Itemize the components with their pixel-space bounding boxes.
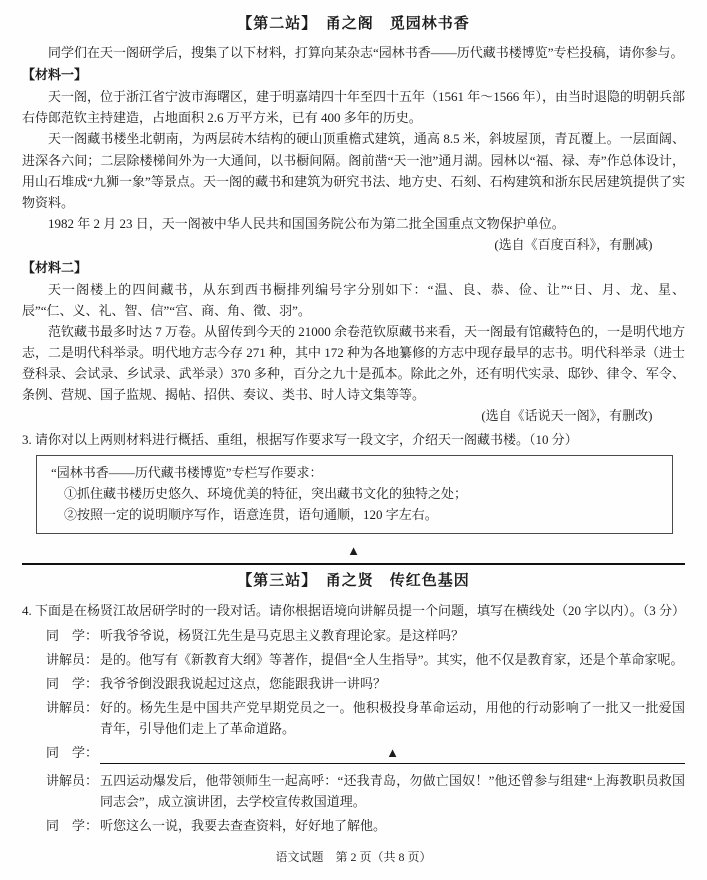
material2-label: 【材料二】 xyxy=(22,259,88,275)
station2-title: 【第二站】 甬之阁 觅园林书香 xyxy=(237,15,470,32)
answer-blank-line: ▲ xyxy=(100,742,685,764)
speaker-label: 同 学： xyxy=(46,744,99,760)
dialogue-text: 听我爷爷说，杨贤江先生是马克思主义教育理论家。是这样吗？ xyxy=(100,627,465,643)
dialogue-row xyxy=(46,625,685,646)
material2-paragraph-2: 范钦藏书最多时达 7 万卷。从留传到今天的 21000 余卷范钦原藏书来看，天一阁最有馆藏特色的，一是明代地方志，二是明代科举录。明代地方志今存 271 种，其中 172 种为各地纂修的方志中现存最早的志书。明代科举录（进士登科录、会试录、乡试录、武举录）370 多种，百分之九十是孤本。除此之外，还有明代实录、邸钞、律令、军令、条例、营规、国子监规、揭帖、招供、奏议、类书、时人诗文集等等。 xyxy=(22,323,686,403)
dialogue-text: 好的。杨先生是中国共产党早期党员之一。他积极投身革命运动，用他的行动影响了一批又一批爱国青年，引导他们走上了革命道路。 xyxy=(100,699,685,736)
dialogue-text: 五四运动爆发后，他带领师生一起高呼：“还我青岛，勿做亡国奴！”他还曾参与组建“上海教职员救国同志会”，成立演讲团，去学校宣传救国道理。 xyxy=(100,773,685,810)
speaker-label: 讲解员： xyxy=(46,773,99,788)
material1-label: 【材料一】 xyxy=(22,67,88,83)
material1-paragraph-1: 天一阁，位于浙江省宁波市海曙区，建于明嘉靖四十年至四十五年（1561 年～1566 年），由当时退隐的明朝兵部右侍郎范钦主持建造，占地面积 2.6 万平方米，已有 400 多年的历史。 xyxy=(22,89,686,126)
intro-paragraph: 同学们在天一阁研学后，搜集了以下材料，打算向某杂志“园林书香——历代藏书楼博览”专栏投稿，请你参与。 xyxy=(48,45,684,61)
dialogue-row xyxy=(46,770,685,812)
dialogue-text: 我爷爷倒没跟我说起过这点，您能跟我讲一讲吗？ xyxy=(100,675,387,691)
question4-text: 4. 下面是在杨贤江故居研学时的一段对话。请你根据语境向讲解员提一个问题，填写在横线处（20 字以内）。（3 分） xyxy=(22,602,686,618)
requirements-box-item-1: ①抓住藏书楼历史悠久、环境优美的特征，突出藏书文化的独特之处； xyxy=(64,486,468,502)
requirements-box-item-2: ②按照一定的说明顺序写作，语意连贯，语句通顺，120 字左右。 xyxy=(64,507,438,523)
material2-source: (选自《话说天一阁》，有删改) xyxy=(481,408,653,424)
material2-paragraph-1: 天一阁楼上的四间藏书，从东到西书橱排列编号字分别如下：“温、良、恭、俭、让”“日、月、龙、星、辰”“仁、义、礼、智、信”“宫、商、角、徵、羽”。 xyxy=(22,281,685,318)
answer-marker-triangle: ▲ xyxy=(347,543,360,559)
dialogue-text: 是的。他写有《新教育大纲》等著作，提倡“全人生指导”。其实，他不仅是教育家，还是个革命家呢。 xyxy=(100,651,684,667)
page-footer: 语文试题 第 2 页（共 8 页） xyxy=(275,850,432,865)
dialogue-row xyxy=(46,815,685,836)
question3-text: 3. 请你对以上两则材料进行概括、重组，根据写作要求写一段文字，介绍天一阁藏书楼。（10 分） xyxy=(22,432,578,448)
speaker-label: 讲解员： xyxy=(46,699,99,715)
writing-requirements-box xyxy=(36,455,673,534)
speaker-label: 同 学： xyxy=(46,675,99,691)
requirements-box-title: “园林书香——历代藏书楼博览”专栏写作要求： xyxy=(51,465,323,481)
speaker-label: 同 学： xyxy=(46,818,99,834)
station3-title: 【第三站】 甬之贤 传红色基因 xyxy=(237,572,470,590)
material1-paragraph-2: 天一阁藏书楼坐北朝南，为两层砖木结构的硬山顶重檐式建筑，通高 8.5 米，斜坡屋顶，青瓦覆上。一层面阔、进深各六间；二层除楼梯间外为一大通间，以书橱间隔。阁前凿“天一池”通月湖。园林以“福、禄、寿”作总体设计，用山石堆成“九狮一象”等景点。天一阁的藏书和建筑为研究书法、地方史、石刻、石构建筑和浙东民居建筑提供了实物资料。 xyxy=(22,131,685,210)
dialogue-row-answer-blank xyxy=(46,742,685,767)
dialogue-row xyxy=(46,649,685,670)
material1-paragraph-3: 1982 年 2 月 23 日，天一阁被中华人民共和国国务院公布为第二批全国重点文物保护单位。 xyxy=(48,215,565,231)
section-divider-line xyxy=(22,563,685,565)
dialogue-text: 听您这么一说，我要去查查资料，好好地了解他。 xyxy=(100,818,387,834)
speaker-label: 同 学： xyxy=(46,627,99,643)
dialogue-row xyxy=(46,697,685,739)
speaker-label: 讲解员： xyxy=(46,651,99,667)
dialogue-row xyxy=(46,673,685,694)
material1-source: (选自《百度百科》，有删减) xyxy=(494,236,653,252)
